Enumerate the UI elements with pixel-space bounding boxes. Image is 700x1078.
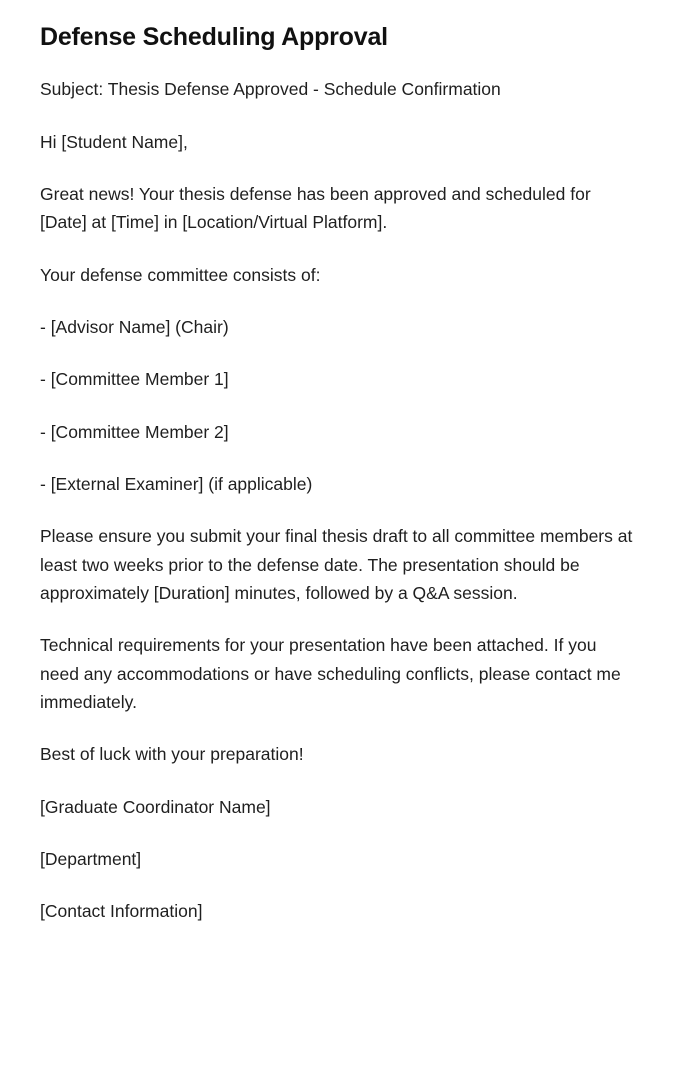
paragraph-submission-instructions: Please ensure you submit your final thesis draft to all committee members at least two weeks prior to the defense date. The presentation should be approximately [Duration] minutes, followed by a Q&A session. <box>40 526 633 604</box>
signature-coordinator-name: [Graduate Coordinator Name] <box>40 796 271 817</box>
signature-department: [Department] <box>40 849 142 870</box>
list-item-advisor: - [Advisor Name] (Chair) <box>40 316 229 337</box>
paragraph-technical-requirements: Technical requirements for your presentation have been attached. If you need any accommodations or have scheduling conflicts, please contact me immediately. <box>40 635 621 713</box>
page-title: Defense Scheduling Approval <box>40 23 388 51</box>
list-item-external-examiner: - [External Examiner] (if applicable) <box>40 474 313 494</box>
signature-contact-information: [Contact Information] <box>40 901 203 922</box>
list-item-committee-member-2: - [Committee Member 2] <box>40 421 229 442</box>
paragraph-greeting: Hi [Student Name], <box>40 131 188 152</box>
paragraph-committee-intro: Your defense committee consists of: <box>40 264 321 285</box>
list-item-committee-member-1: - [Committee Member 1] <box>40 369 229 390</box>
paragraph-closing-wishes: Best of luck with your preparation! <box>40 744 304 765</box>
paragraph-subject: Subject: Thesis Defense Approved - Schedule Confirmation <box>40 79 501 100</box>
paragraph-approval-notice: Great news! Your thesis defense has been approved and scheduled for [Date] at [Time] in [Location/Virtual Platform]. <box>40 183 591 233</box>
